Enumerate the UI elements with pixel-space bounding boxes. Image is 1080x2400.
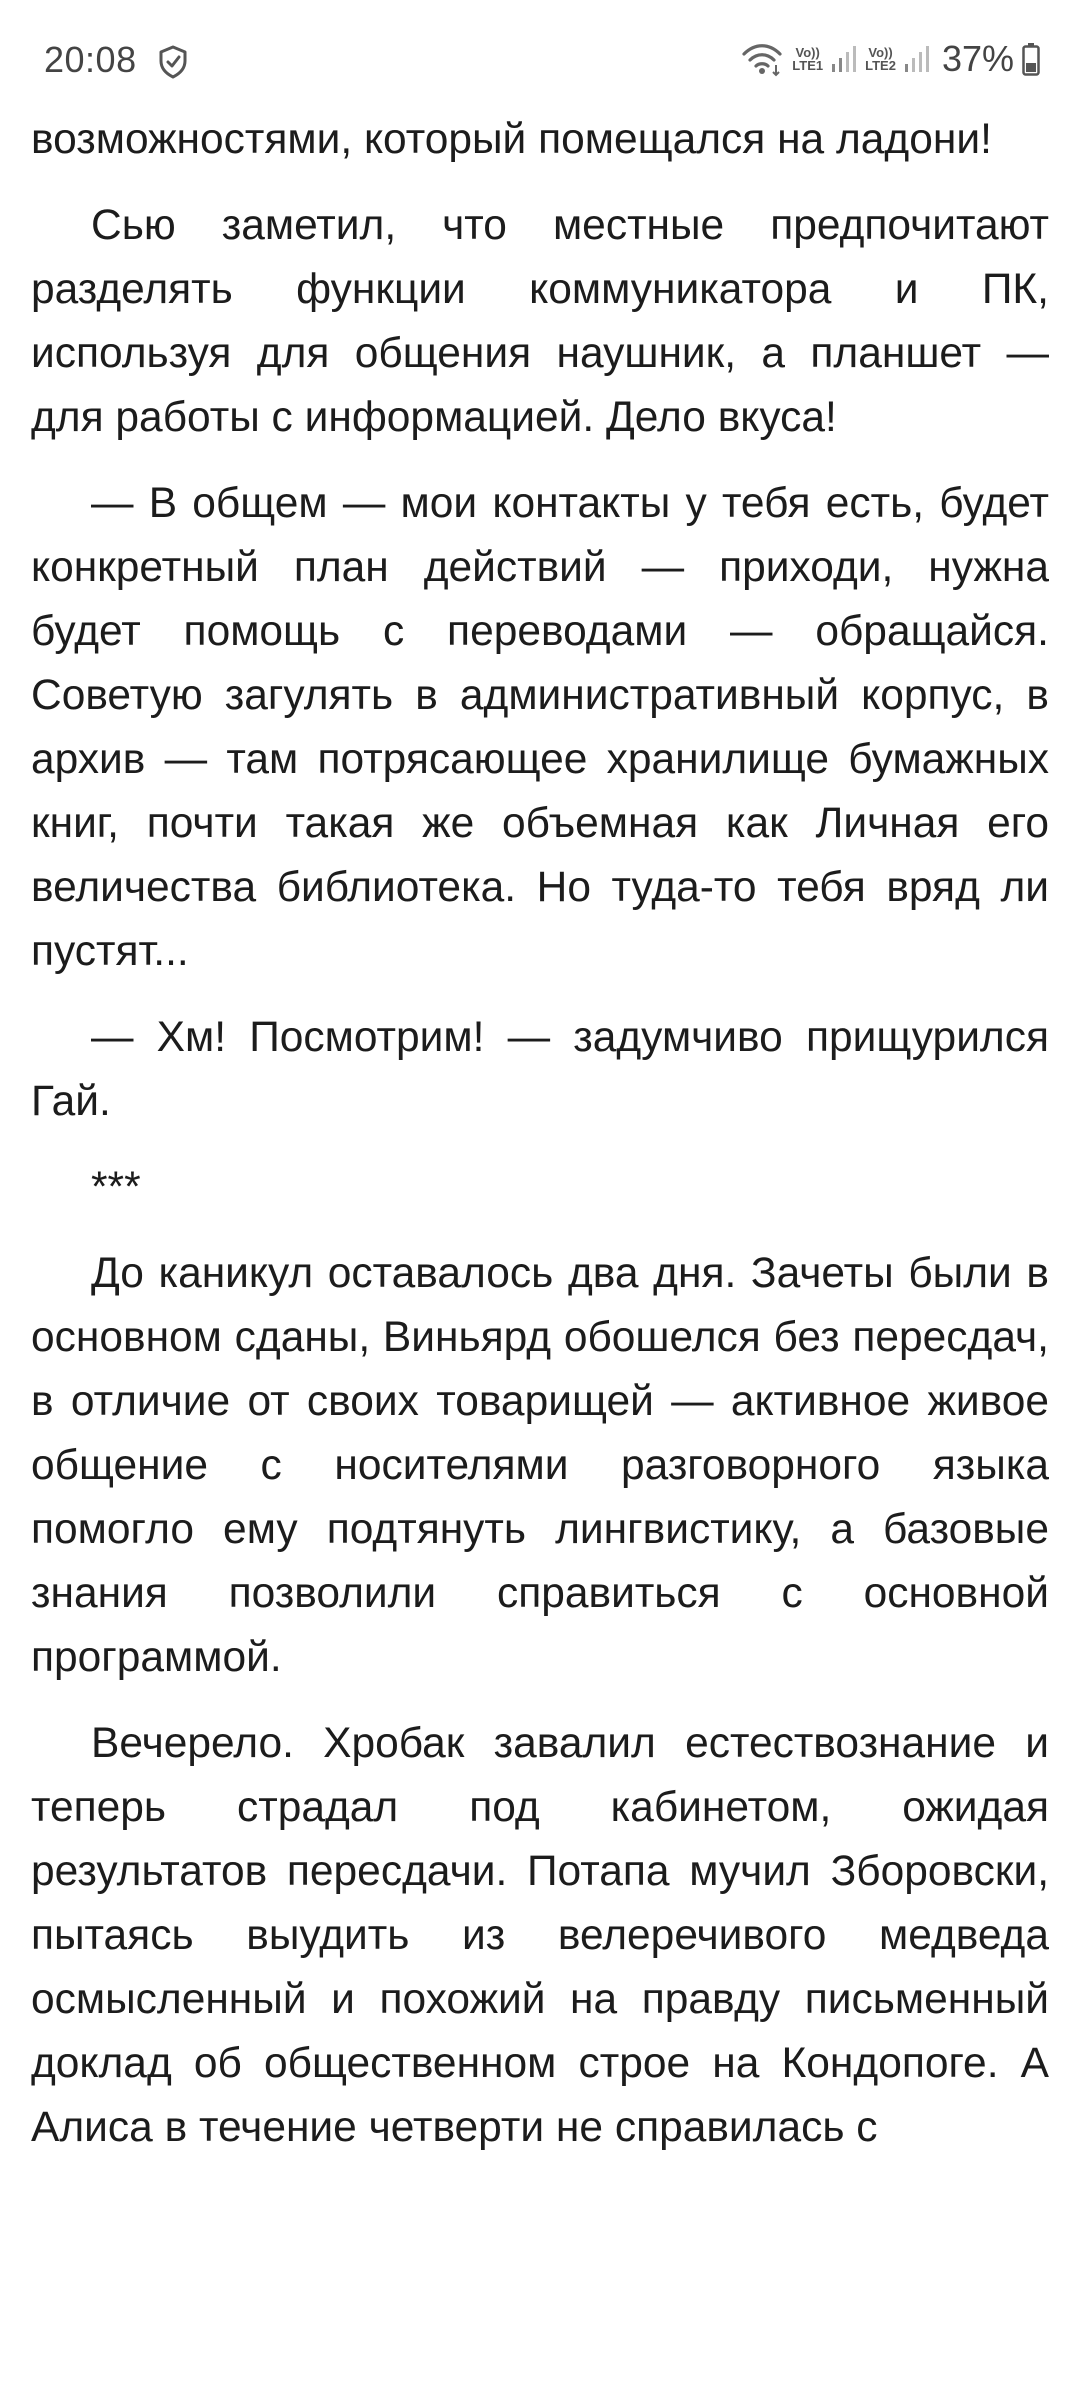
- reader-text-area[interactable]: [31, 108, 1049, 2182]
- sim1-volte-top: Vo)): [795, 45, 820, 60]
- sim1-volte-bottom: LTE1: [792, 58, 824, 73]
- status-icons: [740, 36, 1040, 82]
- paragraph: возможностями, который помещался на ладони!: [31, 116, 992, 163]
- status-bar: [0, 0, 1080, 110]
- signal-icon: [904, 44, 930, 74]
- battery-icon: [1022, 42, 1040, 76]
- scene-separator: ***: [91, 1164, 141, 1211]
- paragraph: — В общем — мои контакты у тебя есть, будет конкретный план действий — приходи, нужна будет помощь с переводами — обращайся. Советую загулять в административный корпус, в архив — там потрясающее хранилище бумажных книг, почти такая же объемная как Личная его величества библиотека. Но туда-то тебя вряд ли пустят...: [31, 480, 1049, 975]
- battery-percent: 37%: [941, 38, 1014, 79]
- paragraph: Сью заметил, что местные предпочитают разделять функции коммуникатора и ПК, используя для общения наушник, а планшет — для работы с информацией. Дело вкуса!: [31, 202, 1049, 441]
- sim2-volte-bottom: LTE2: [865, 58, 896, 73]
- sim1-volte-indicator: [792, 46, 823, 72]
- sim2-volte-indicator: [865, 46, 896, 72]
- wifi-icon: [740, 41, 784, 77]
- paragraph: — Хм! Посмотрим! — задумчиво прищурился Гай.: [31, 1014, 1049, 1125]
- sim2-volte-top: Vo)): [868, 45, 893, 60]
- signal-icon: [831, 44, 857, 74]
- paragraph: До каникул оставалось два дня. Зачеты были в основном сданы, Виньярд обошелся без пересдач, в отличие от своих товарищей — активное живое общение с носителями разговорного языка помогло ему подтянуть лингвистику, а базовые знания позволили справиться с основной программой.: [31, 1250, 1049, 1681]
- shield-icon: [158, 45, 188, 79]
- status-time: 20:08: [44, 39, 137, 80]
- paragraph: Вечерело. Хробак завалил естествознание и теперь страдал под кабинетом, ожидая результатов пересдачи. Потапа мучил Зборовски, пытаясь выудить из велеречивого медведа осмысленный и похожий на правду письменный доклад об общественном строе на Кондопоге. А Алиса в течение четверти не справилась с: [31, 1720, 1049, 2151]
